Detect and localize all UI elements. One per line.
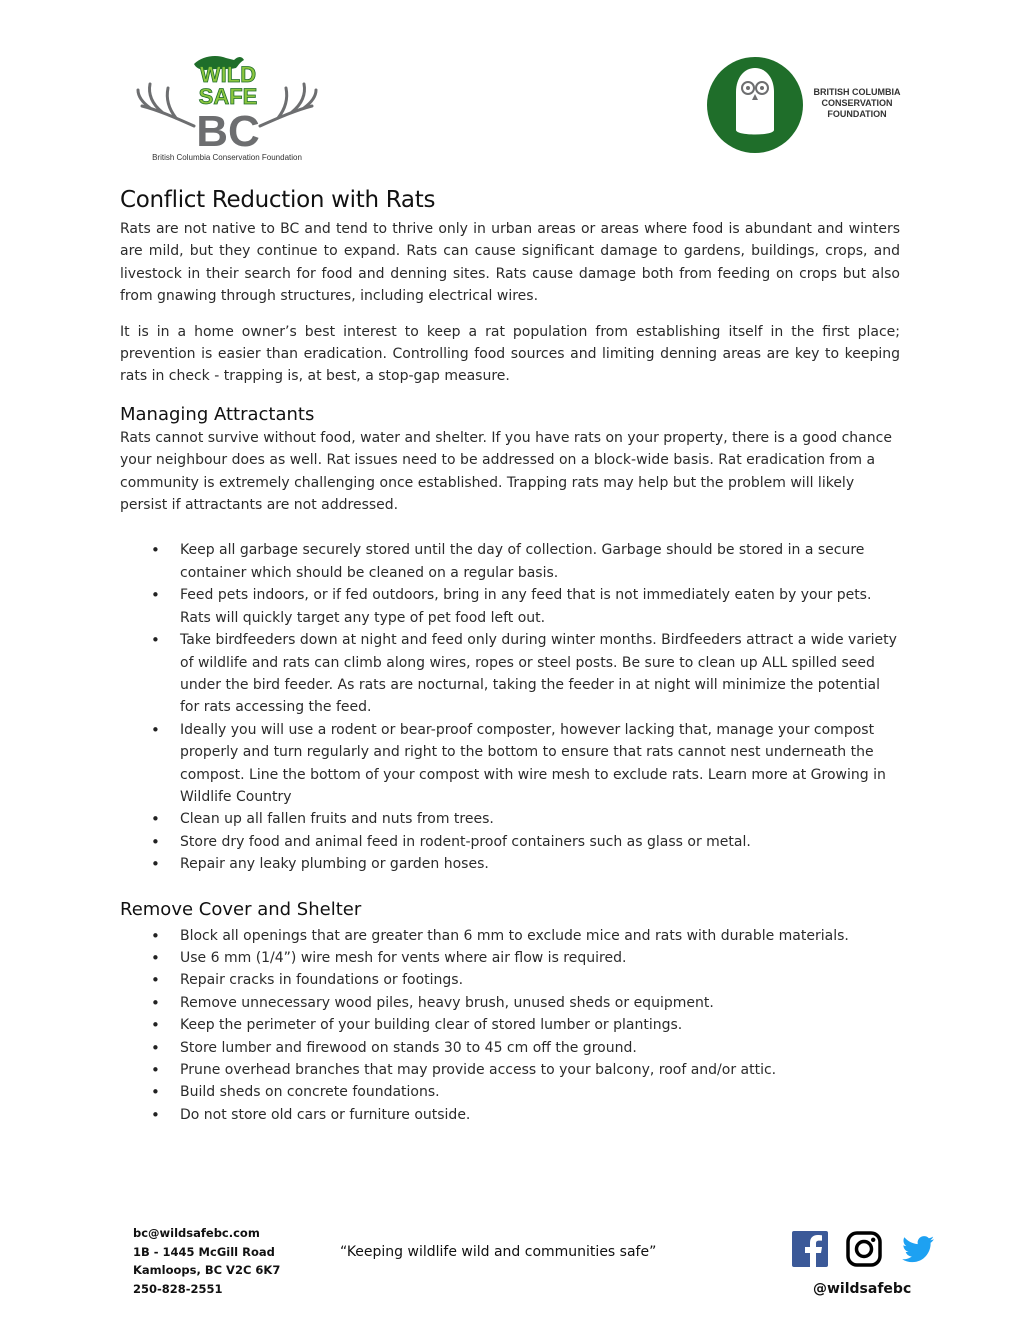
shelter-list <box>120 925 900 1127</box>
logo-bc-text: BC <box>196 107 260 156</box>
twitter-icon[interactable] <box>900 1231 936 1267</box>
section-heading-attractants: Managing Attractants <box>120 403 315 425</box>
contact-address-line: Kamloops, BC V2C 6K7 <box>133 1263 281 1277</box>
list-item: • Build sheds on concrete foundations. <box>120 1081 900 1103</box>
list-item: • Keep all garbage securely stored until the day of collection. Garbage should be stored in a secure container which should be cleaned on a regular basis. <box>120 539 900 584</box>
bccf-name <box>808 87 906 120</box>
list-item: • Ideally you will use a rodent or bear-proof composter, however lacking that, manage your compost properly and turn regularly and right to the bottom to ensure that rats cannot nest underneath the compost. Line the bottom of your compost with wire mesh to exclude rats. Learn more at Growing in Wildlife Country <box>120 719 900 809</box>
attractants-paragraph: Rats cannot survive without food, water and shelter. If you have rats on your property, there is a good chance your neighbour does as well. Rat issues need to be addressed on a block-wide basis. Rat eradication from a community is extremely challenging once established. Trapping rats may help but the problem will likely persist if attractants are not addressed. <box>120 429 892 514</box>
list-item: • Remove unnecessary wood piles, heavy brush, unused sheds or equipment. <box>120 992 900 1014</box>
logo-subtitle: British Columbia Conservation Foundation <box>152 153 302 162</box>
list-item: • Repair any leaky plumbing or garden hoses. <box>120 853 900 875</box>
list-item: • Repair cracks in foundations or footings. <box>120 969 900 991</box>
list-item: • Use 6 mm (1/4”) wire mesh for vents where air flow is required. <box>120 947 900 969</box>
attractants-list <box>120 539 900 875</box>
page-title: Conflict Reduction with Rats <box>120 187 436 213</box>
wildsafebc-logo <box>136 48 318 162</box>
bccf-name-line: BRITISH COLUMBIA <box>813 87 901 97</box>
contact-block <box>133 1224 280 1298</box>
slogan: “Keeping wildlife wild and communities safe” <box>340 1244 657 1260</box>
bccf-name-line: CONSERVATION <box>821 98 893 108</box>
list-item: • Store dry food and animal feed in rodent-proof containers such as glass or metal. <box>120 831 900 853</box>
section-heading-shelter: Remove Cover and Shelter <box>120 898 362 920</box>
list-item: • Keep the perimeter of your building clear of stored lumber or plantings. <box>120 1014 900 1036</box>
bccf-name-line: FOUNDATION <box>827 109 887 119</box>
bccf-logo <box>706 56 906 154</box>
contact-address-line: 1B - 1445 McGill Road <box>133 1244 275 1259</box>
contact-email[interactable]: bc@wildsafebc.com <box>133 1226 260 1240</box>
social-links <box>792 1231 942 1267</box>
antlers-logo-graphic <box>136 48 318 162</box>
instagram-icon[interactable] <box>846 1231 882 1267</box>
intro-paragraph: Rats are not native to BC and tend to thrive only in urban areas or areas where food is abundant and winters are mild, but they continue to expand. Rats can cause significant damage to gardens, buildings, crops, and livestock in their search for food and denning sites. Rats cause damage both from feeding on crops but also from gnawing through structures, including electrical wires. <box>120 221 900 305</box>
intro-paragraph: It is in a home owner’s best interest to keep a rat population from establishing itself in the first place; prevention is easier than eradication. Controlling food sources and limiting denning areas are key to keeping rats in check - trapping is, at best, a stop-gap measure. <box>120 323 900 385</box>
owl-icon <box>706 56 804 154</box>
list-item: • Block all openings that are greater than 6 mm to exclude mice and rats with durable materials. <box>120 925 900 947</box>
contact-phone: 250-828-2551 <box>133 1281 223 1296</box>
list-item: • Store lumber and firewood on stands 30 to 45 cm off the ground. <box>120 1037 900 1059</box>
logo-safe-text: SAFE <box>198 84 258 109</box>
list-item: • Take birdfeeders down at night and feed only during winter months. Birdfeeders attract a wide variety of wildlife and rats can climb along wires, ropes or steel posts. Be sure to clean up ALL spilled seed under the bird feeder. As rats are nocturnal, taking the feeder in at night will minimize the potential for rats accessing the feed. <box>120 629 900 719</box>
list-item: • Do not store old cars or furniture outside. <box>120 1104 900 1126</box>
logo-wild-text: WILD <box>199 62 257 87</box>
list-item: • Feed pets indoors, or if fed outdoors, bring in any feed that is not immediately eaten by your pets. Rats will quickly target any type of pet food left out. <box>120 584 900 629</box>
document-body <box>120 185 900 1126</box>
list-item: • Clean up all fallen fruits and nuts from trees. <box>120 808 900 830</box>
social-handle[interactable]: @wildsafebc <box>813 1281 912 1297</box>
facebook-icon[interactable] <box>792 1231 828 1267</box>
list-item: • Prune overhead branches that may provide access to your balcony, roof and/or attic. <box>120 1059 900 1081</box>
